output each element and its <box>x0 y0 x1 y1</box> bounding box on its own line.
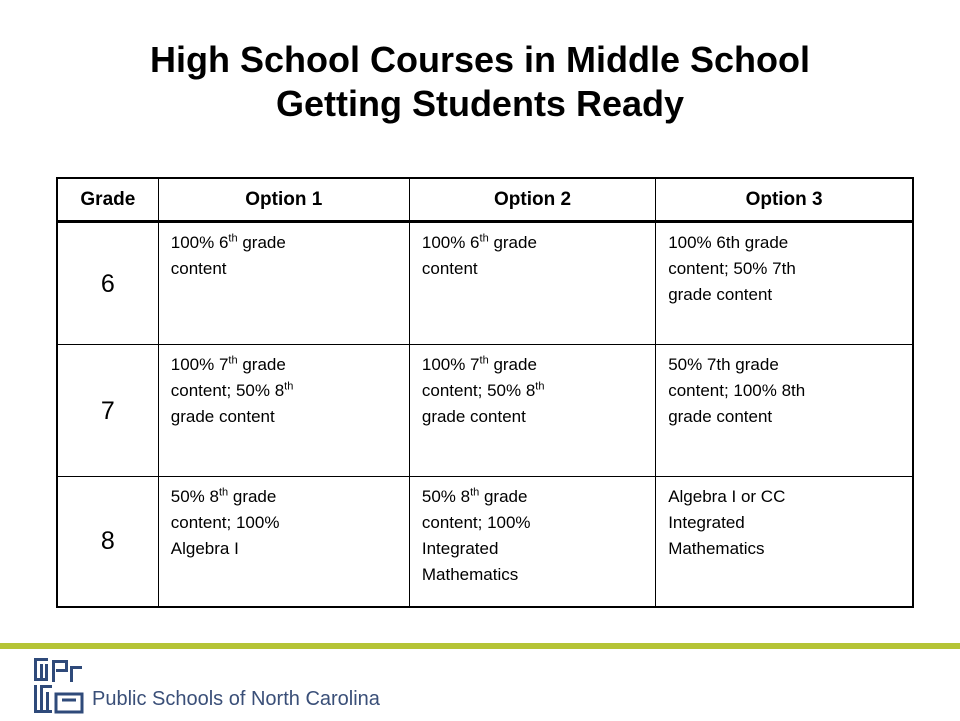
cell-text-line <box>422 378 643 404</box>
cell-text-line <box>668 230 900 256</box>
cell-text-line <box>668 282 900 308</box>
cell-text-line <box>422 256 643 282</box>
cell-text-line <box>171 510 397 536</box>
cell-text: grade <box>488 355 537 375</box>
nc-public-schools-logo-icon <box>32 658 86 716</box>
cell-text: 100% 6th grade <box>668 233 789 252</box>
header-option-2: Option 2 <box>409 178 655 222</box>
cell-text: grade content <box>668 285 773 304</box>
cell-text-line <box>668 510 900 536</box>
cell-text: content; 100% <box>170 512 280 532</box>
cell-text-line <box>171 404 397 430</box>
cell-text-line <box>171 352 397 378</box>
option-3-cell <box>656 476 913 607</box>
ordinal-superscript: th <box>535 380 545 393</box>
cell-text-line <box>171 230 397 256</box>
cell-text-line <box>422 404 643 430</box>
ordinal-superscript: th <box>218 486 229 499</box>
option-1-cell <box>158 476 409 607</box>
ordinal-superscript: th <box>228 232 238 245</box>
option-2-cell <box>409 476 655 607</box>
cell-text: content; 50% 8 <box>170 381 285 401</box>
cell-text-line <box>422 510 643 536</box>
slide-title <box>0 38 960 126</box>
cell-text-line <box>422 484 643 510</box>
ordinal-superscript: th <box>228 354 238 367</box>
footer-divider <box>0 643 960 649</box>
table-row <box>57 476 913 607</box>
cell-text: Algebra I <box>170 538 239 558</box>
option-2-cell <box>409 222 655 345</box>
cell-text: grade content <box>170 407 275 427</box>
ordinal-superscript: th <box>470 486 480 499</box>
table-row <box>57 345 913 477</box>
cell-text-line <box>422 562 643 588</box>
ordinal-superscript: th <box>479 354 489 367</box>
ordinal-superscript: th <box>479 232 489 245</box>
cell-text-line <box>668 256 900 282</box>
cell-text: 50% 8 <box>421 486 471 506</box>
option-3-cell <box>656 222 913 345</box>
cell-text: 100% 6 <box>421 233 480 252</box>
cell-text: content <box>170 259 227 278</box>
table-row <box>57 222 913 345</box>
cell-text-line <box>422 536 643 562</box>
cell-text-line <box>668 484 900 510</box>
cell-text-line <box>422 352 643 378</box>
cell-text: grade <box>237 355 286 375</box>
cell-text: content; 50% 8 <box>421 381 536 401</box>
cell-text-line <box>171 536 397 562</box>
option-1-cell <box>158 222 409 345</box>
cell-text-line <box>668 404 900 430</box>
header-grade: Grade <box>57 178 158 222</box>
cell-text: grade <box>237 233 286 252</box>
slide-title-line-1: High School Courses in Middle School <box>149 39 811 80</box>
cell-text: grade <box>228 486 277 506</box>
table-header-row <box>57 178 913 222</box>
grade-cell: 8 <box>57 476 158 607</box>
cell-text: 100% 7 <box>421 355 480 375</box>
cell-text: grade <box>488 233 537 252</box>
option-1-cell <box>158 345 409 477</box>
cell-text-line <box>171 256 397 282</box>
cell-text: Integrated <box>421 538 499 558</box>
option-3-cell <box>656 345 913 477</box>
cell-text-line <box>422 230 643 256</box>
cell-text-line <box>668 378 900 404</box>
cell-text: Algebra I or CC <box>668 486 786 506</box>
cell-text: 100% 7 <box>170 355 229 375</box>
cell-text: Mathematics <box>421 564 519 584</box>
cell-text: content; 100% <box>421 512 531 532</box>
grade-cell: 6 <box>57 222 158 345</box>
slide-title-line-2: Getting Students Ready <box>275 83 685 124</box>
cell-text: content; 50% 7th <box>668 259 796 278</box>
cell-text: Mathematics <box>668 538 765 558</box>
header-option-1: Option 1 <box>158 178 409 222</box>
cell-text-line <box>668 352 900 378</box>
course-options-table <box>56 177 914 608</box>
grade-cell: 7 <box>57 345 158 477</box>
organization-name: Public Schools of North Carolina <box>92 688 380 710</box>
cell-text-line <box>171 484 397 510</box>
ordinal-superscript: th <box>284 380 294 393</box>
cell-text: 50% 7th grade <box>668 355 779 375</box>
cell-text: content <box>421 259 478 278</box>
cell-text: grade content <box>668 407 773 427</box>
header-option-3: Option 3 <box>656 178 913 222</box>
cell-text: grade content <box>421 407 526 427</box>
cell-text-line <box>171 378 397 404</box>
cell-text: content; 100% 8th <box>668 381 806 401</box>
cell-text-line <box>668 536 900 562</box>
cell-text: 50% 8 <box>170 486 219 506</box>
cell-text: 100% 6 <box>170 233 229 252</box>
cell-text: grade <box>479 486 528 506</box>
cell-text: Integrated <box>668 512 745 532</box>
option-2-cell <box>409 345 655 477</box>
